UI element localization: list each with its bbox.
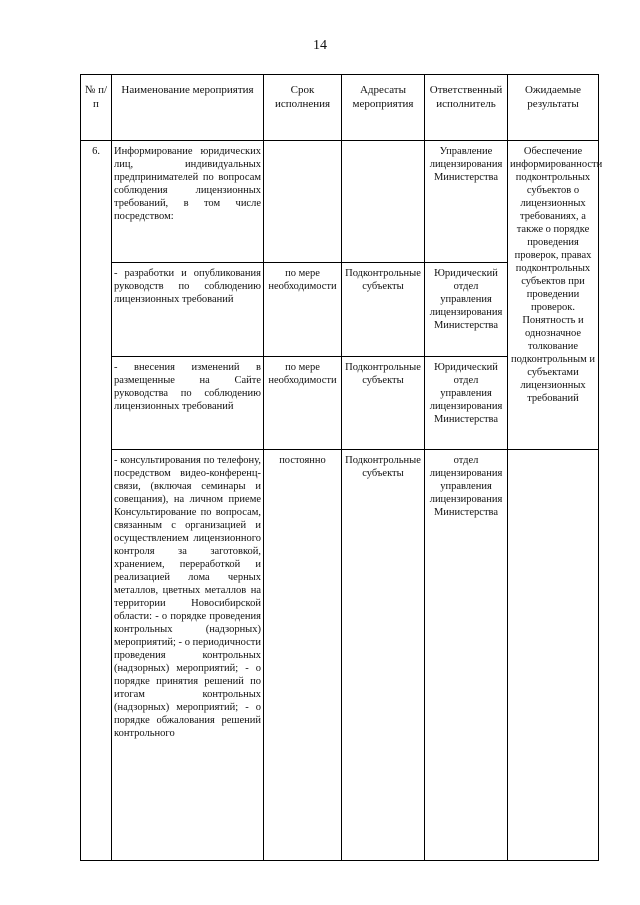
measure-addressees	[342, 141, 425, 263]
header-responsible: Ответственный исполнитель	[425, 75, 508, 141]
header-term: Срок исполнения	[264, 75, 342, 141]
expected-results: Обеспечение информированности подконтрольных субъектов о лицензионных требованиях, а также о порядке проведения проверок, правах подконтрольных субъектов при проведении проверок. Понятность и однозначное толкование подконтрольным и субъектами лицензионных требований	[508, 141, 599, 450]
measure-responsible: Юридический отдел управления лицензирования Министерства	[425, 263, 508, 357]
measure-addressees: Подконтрольные субъекты	[342, 357, 425, 450]
header-name: Наименование мероприятия	[112, 75, 264, 141]
header-addressees: Адресаты мероприятия	[342, 75, 425, 141]
table-row	[81, 450, 599, 861]
measure-addressees: Подконтрольные субъекты	[342, 450, 425, 861]
measure-addressees: Подконтрольные субъекты	[342, 263, 425, 357]
table-row	[81, 141, 599, 263]
measure-name: - консультирования по телефону, посредством видео-конференц-связи, (включая семинары и совещания), на личном приеме Консультирование по вопросам, связанным с организацией и осуществлением лицензионного контроля за заготовкой, хранением, переработкой и реализацией лома черных металлов, цветных металлов на территории Новосибирской области: - о порядке проведения контрольных (надзорных) мероприятий; - о периодичности проведения контрольных (надзорных) мероприятий; - о порядке принятия решений по итогам контрольных (надзорных) мероприятий; - о порядке обжалования решений контрольного	[112, 450, 264, 861]
header-num: № п/п	[81, 75, 112, 141]
measure-responsible: отдел лицензирования управления лицензирования Министерства	[425, 450, 508, 861]
measure-responsible: Управление лицензирования Министерства	[425, 141, 508, 263]
measure-term: по мере необходимости	[264, 357, 342, 450]
table-header-row	[81, 75, 599, 141]
measure-name: - внесения изменений в размещенные на Сайте руководства по соблюдению лицензионных требований	[112, 357, 264, 450]
page-number: 14	[313, 38, 327, 53]
row-number: 6.	[81, 141, 112, 861]
empty-results-cell	[508, 450, 599, 861]
header-results: Ожидаемые результаты	[508, 75, 599, 141]
measure-term: постоянно	[264, 450, 342, 861]
measure-term	[264, 141, 342, 263]
measure-name: - разработки и опубликования руководств по соблюдению лицензионных требований	[112, 263, 264, 357]
measure-term: по мере необходимости	[264, 263, 342, 357]
measure-responsible: Юридический отдел управления лицензирования Министерства	[425, 357, 508, 450]
measure-name: Информирование юридических лиц, индивидуальных предпринимателей по вопросам соблюдения лицензионных требований, в том числе посредством:	[112, 141, 264, 263]
measures-table	[80, 74, 603, 861]
